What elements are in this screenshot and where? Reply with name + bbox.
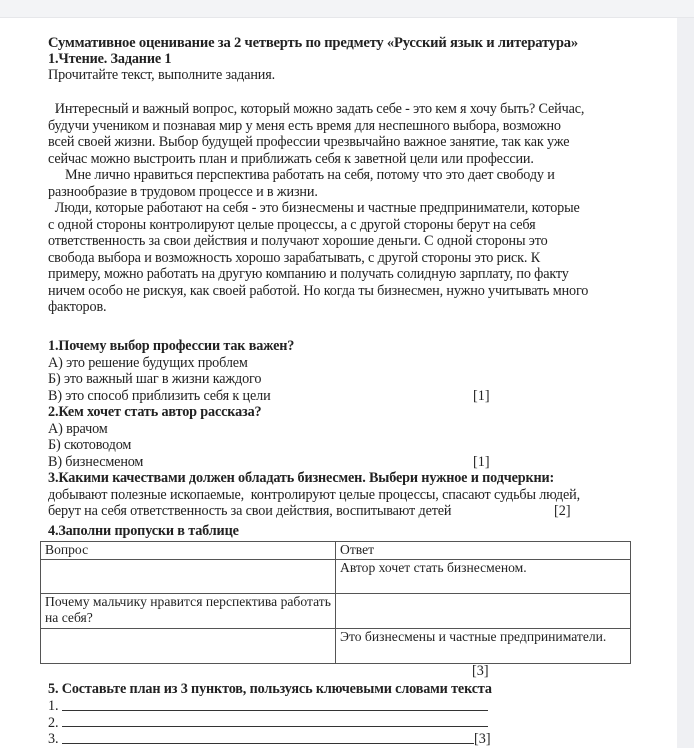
- table-row: [41, 559, 631, 593]
- document-page: [0, 18, 677, 748]
- section-heading: 1.Чтение. Задание 1: [48, 51, 172, 67]
- table-cell: Почему мальчику нравится перспектива работать на себя?: [41, 593, 336, 628]
- question-text: 4.Заполни пропуски в таблице: [48, 523, 239, 539]
- score-label: [1]: [473, 387, 490, 404]
- table-row: [41, 628, 631, 663]
- answer-option[interactable]: А) это решение будущих проблем: [48, 354, 248, 371]
- table-cell-blank[interactable]: [41, 559, 336, 593]
- table-header-cell: Вопрос: [41, 542, 336, 560]
- passage-line: с одной стороны контролируют целые процессы, а с другой стороны берут на себя: [48, 216, 536, 233]
- passage-line: сейчас можно выстроить план и приближать себя к заветной цели или профессии.: [48, 150, 534, 167]
- viewer-scrollbar-track[interactable]: [677, 18, 694, 748]
- table-cell-blank[interactable]: [41, 628, 336, 663]
- table-cell: Это бизнесмены и частные предприниматели.: [336, 628, 631, 663]
- plan-item-number: 3.: [48, 731, 59, 747]
- passage-line: свобода выбора и возможность хорошо зарабатывать, с другой стороны это риск. К: [48, 249, 541, 266]
- qualities-list-line: берут на себя ответственность за свои действия, воспитывают детей: [48, 503, 452, 519]
- fill-in-table: [40, 541, 631, 664]
- question-text: 2.Кем хочет стать автор рассказа?: [48, 404, 262, 420]
- document-title: Суммативное оценивание за 2 четверть по предмету «Русский язык и литература»: [48, 35, 578, 51]
- passage-line: будучи учеником и познавая мир у меня есть время для неспешного выбора, возможно: [48, 117, 561, 134]
- answer-option[interactable]: Б) это важный шаг в жизни каждого: [48, 371, 262, 387]
- table-header-cell: Ответ: [336, 542, 631, 560]
- qualities-list-line: добывают полезные ископаемые, контролируют целые процессы, спасают судьбы людей,: [48, 486, 580, 503]
- passage-line: Мне лично нравиться перспектива работать на себя, потому что это дает свободу и: [48, 167, 555, 183]
- passage-line: Интересный и важный вопрос, который можно задать себе - это кем я хочу быть? Сейчас,: [48, 101, 585, 117]
- answer-option[interactable]: В) это способ приблизить себя к цели: [48, 387, 271, 404]
- answer-option[interactable]: А) врачом: [48, 420, 108, 437]
- plan-item-number: 1.: [48, 698, 59, 714]
- score-label: [3]: [472, 663, 489, 679]
- passage-line: Люди, которые работают на себя - это бизнесмены и частные предприниматели, которые: [48, 200, 580, 216]
- table-header-row: [41, 542, 631, 560]
- passage-line: факторов.: [48, 299, 107, 315]
- question-text: 5. Составьте план из 3 пунктов, пользуясь ключевыми словами текста: [48, 681, 492, 697]
- question-text: 1.Почему выбор профессии так важен?: [48, 338, 295, 354]
- passage-line: разнообразие в трудовом процессе и в жизни.: [48, 183, 318, 200]
- score-label: [1]: [473, 453, 490, 470]
- plan-item-3-blank[interactable]: [62, 743, 474, 744]
- passage-line: ответственность за свои действия и получают хорошие деньги. С одной стороны это: [48, 233, 548, 249]
- question-text: 3.Какими качествами должен обладать бизнесмен. Выбери нужное и подчеркни:: [48, 470, 555, 486]
- viewer-top-bar: [0, 0, 694, 18]
- plan-item-1-blank[interactable]: [62, 710, 488, 711]
- instruction-text: Прочитайте текст, выполните задания.: [48, 67, 275, 83]
- plan-item-2-blank[interactable]: [62, 726, 488, 727]
- answer-option[interactable]: В) бизнесменом: [48, 453, 144, 470]
- passage-line: ничем особо не рискуя, как своей работой. Но когда ты бизнесмен, нужно учитывать много: [48, 282, 589, 299]
- table-row: [41, 593, 631, 628]
- passage-line: примеру, можно работать на другую компанию и получать солидную зарплату, по факту: [48, 266, 569, 282]
- score-label: [3]: [474, 731, 491, 747]
- table-cell-blank[interactable]: [336, 593, 631, 628]
- score-label: [2]: [554, 503, 571, 519]
- table-cell: Автор хочет стать бизнесменом.: [336, 559, 631, 593]
- plan-item-number: 2.: [48, 714, 59, 731]
- answer-option[interactable]: Б) скотоводом: [48, 437, 132, 453]
- passage-line: всей своей жизни. Выбор будущей профессии чрезвычайно важное занятие, так как уже: [48, 134, 570, 150]
